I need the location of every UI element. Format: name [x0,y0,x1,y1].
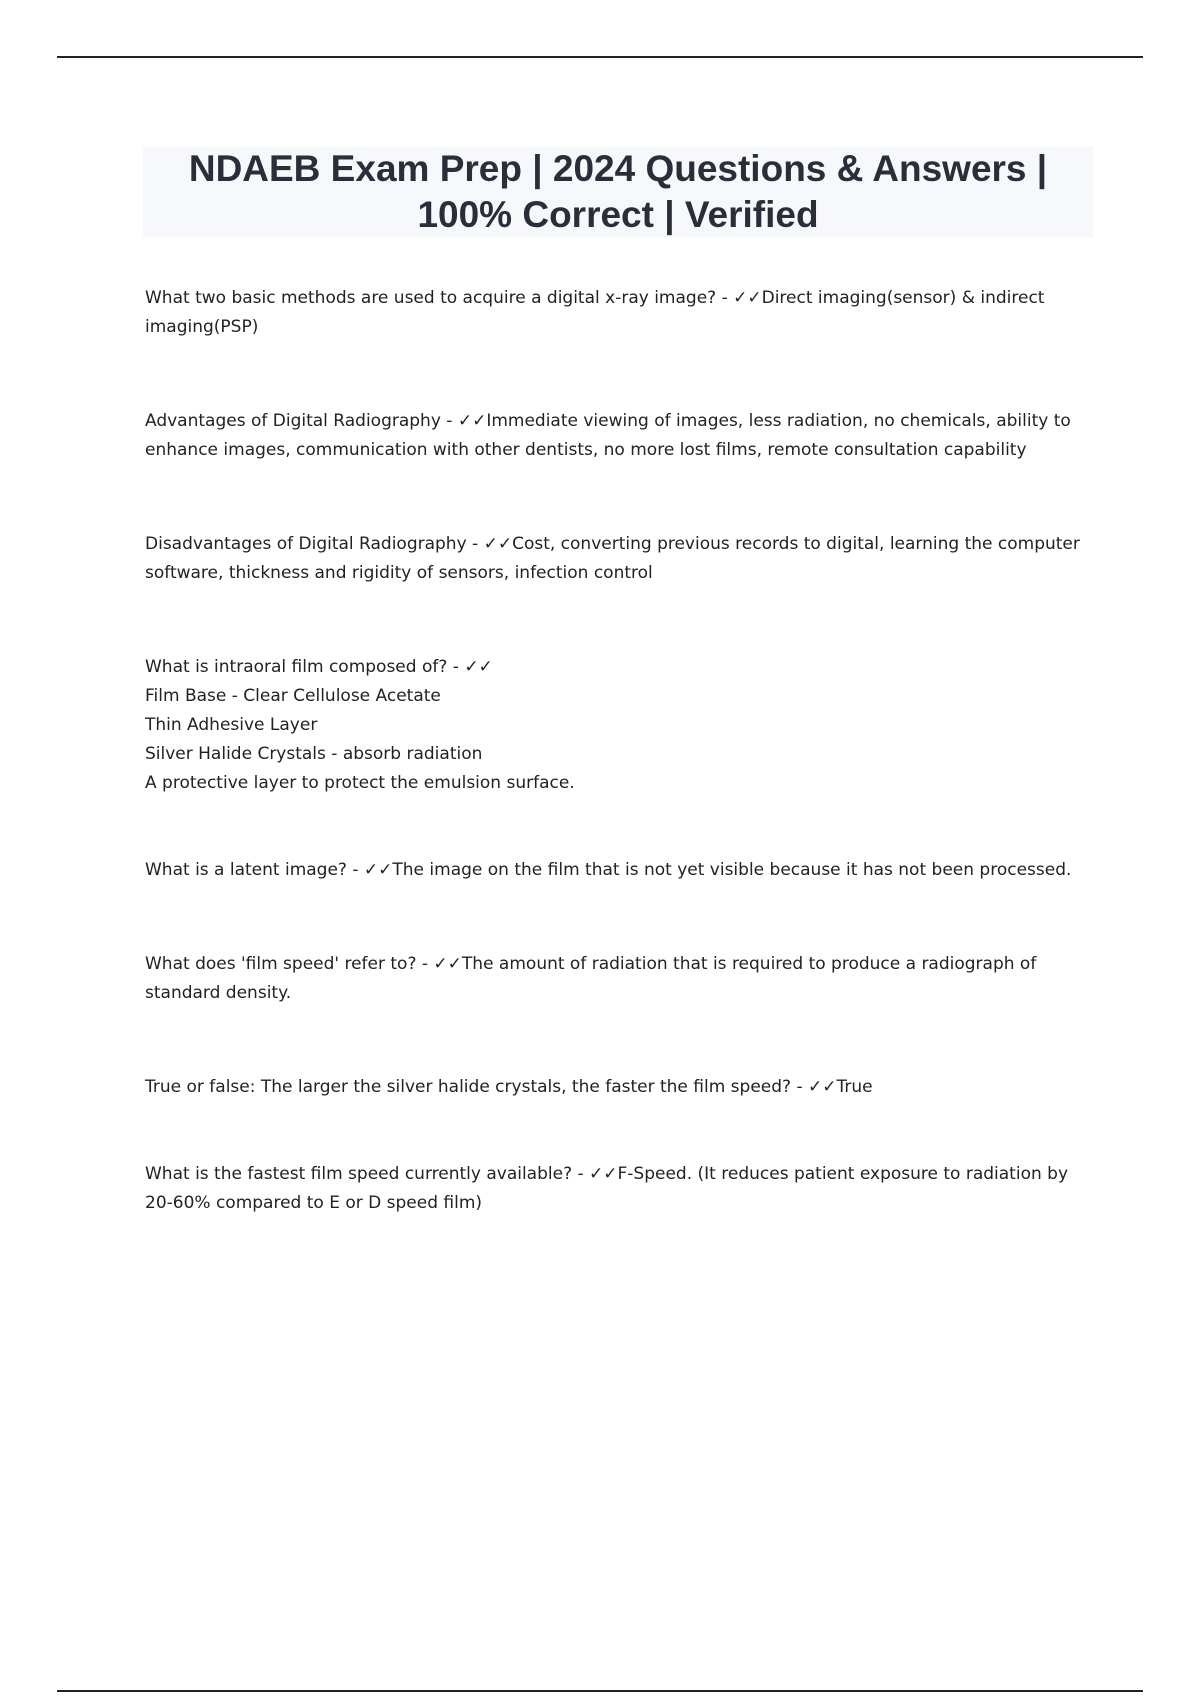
qa-text: True or false: The larger the silver halide crystals, the faster the film speed? - ✓✓True [145,1077,873,1097]
qa-item [145,653,1085,798]
qa-subitem: Silver Halide Crystals - absorb radiation [145,744,483,764]
qa-text: What does 'film speed' refer to? - ✓✓The amount of radiation that is required to produce a radiograph of standard density. [145,954,1037,1003]
qa-item [145,1073,1085,1102]
qa-list [145,284,1085,1283]
qa-item [145,530,1085,588]
qa-item [145,856,1085,885]
qa-item [145,407,1085,465]
qa-text: What is the fastest film speed currently available? - ✓✓F-Speed. (It reduces patient exposure to radiation by 20-60% compared to E or D speed film) [145,1164,1069,1213]
bottom-rule [57,1690,1143,1692]
qa-text: What is a latent image? - ✓✓The image on the film that is not yet visible because it has not been processed. [145,860,1072,880]
qa-item [145,1160,1085,1218]
page-title-line-1: NDAEB Exam Prep | 2024 Questions & Answers | [188,148,1048,189]
qa-text: What is intraoral film composed of? - ✓✓ [145,657,493,677]
top-rule [57,56,1143,58]
qa-subitem: Thin Adhesive Layer [145,715,318,735]
qa-subitem: Film Base - Clear Cellulose Acetate [145,686,441,706]
qa-subitem: A protective layer to protect the emulsion surface. [145,773,575,793]
qa-text: What two basic methods are used to acquire a digital x-ray image? - ✓✓Direct imaging(sensor) & indirect imaging(PSP) [145,288,1045,337]
qa-item [145,284,1085,342]
title-banner [143,146,1093,238]
page-title-line-2: 100% Correct | Verified [417,194,819,235]
qa-text: Disadvantages of Digital Radiography - ✓✓Cost, converting previous records to digital, learning the computer software, thickness and rigidity of sensors, infection control [145,534,1080,583]
qa-text: Advantages of Digital Radiography - ✓✓Immediate viewing of images, less radiation, no chemicals, ability to enhance images, communication with other dentists, no more lost films, remote consultation capability [145,411,1071,460]
qa-item [145,950,1085,1008]
